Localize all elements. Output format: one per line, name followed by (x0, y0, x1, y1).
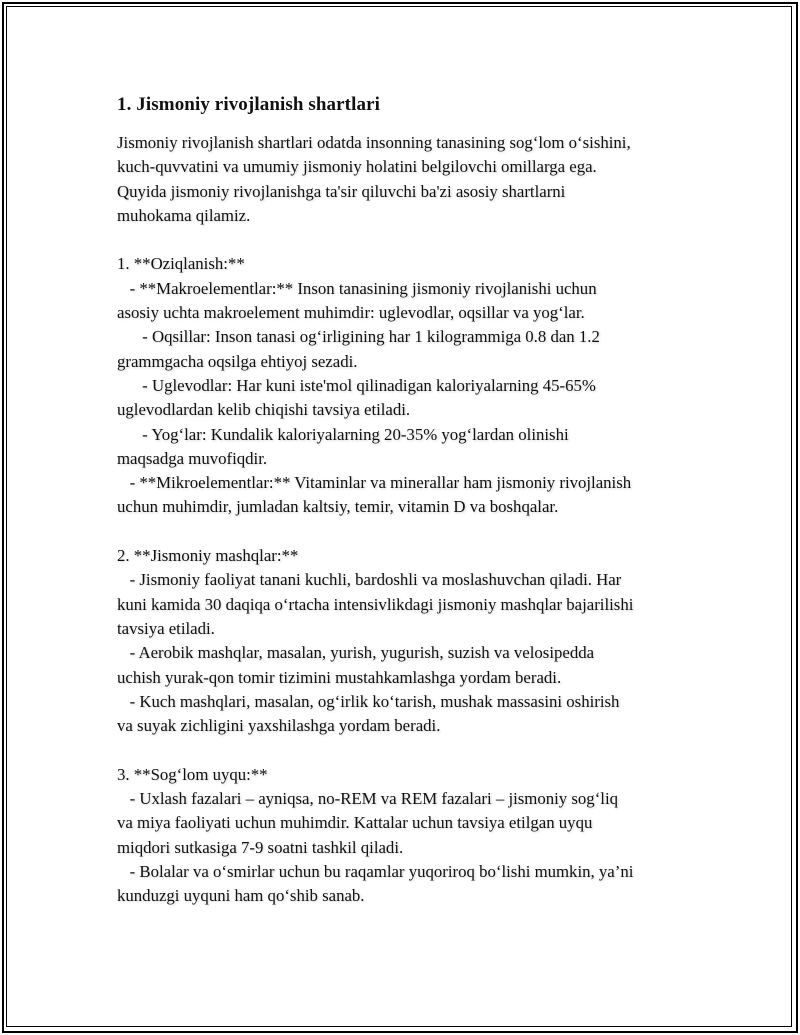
text-line: uglevodlardan kelib chiqishi tavsiya etiladi. (117, 400, 411, 420)
text-line: uchun muhimdir, jumladan kaltsiy, temir, vitamin D va boshqalar. (117, 497, 559, 517)
text-line: - **Makroelementlar:** Inson tanasining jismoniy rivojlanishi uchun (117, 278, 597, 298)
text-line: kuch-quvvatini va umumiy jismoniy holatini belgilovchi omillarga ega. (117, 157, 597, 177)
document-title: 1. Jismoniy rivojlanish shartlari (117, 94, 380, 115)
text-line: - Uxlash fazalari – ayniqsa, no-REM va REM fazalari – jismoniy sog‘liq (117, 789, 618, 809)
document-body (117, 131, 717, 909)
text-line: va suyak zichligini yaxshilashga yordam beradi. (117, 716, 441, 736)
document-page (117, 92, 717, 909)
text-line: miqdori sutkasiga 7-9 soatni tashkil qiladi. (117, 837, 404, 857)
text-line: - Aerobik mashqlar, masalan, yurish, yugurish, suzish va velosipedda (117, 643, 595, 663)
text-line: - Yog‘lar: Kundalik kaloriyalarning 20-35% yog‘lardan olinishi (117, 424, 569, 444)
text-line: muhokama qilamiz. (117, 205, 251, 225)
text-line: - Oqsillar: Inson tanasi og‘irligining har 1 kilogrammiga 0.8 dan 1.2 (117, 327, 600, 347)
text-line (117, 520, 717, 544)
text-line: uchish yurak-qon tomir tizimini mustahkamlashga yordam beradi. (117, 667, 562, 687)
text-line: 1. **Oziqlanish:** (117, 254, 245, 274)
text-line: - Jismoniy faoliyat tanani kuchli, bardoshli va moslashuvchan qiladi. Har (117, 570, 622, 590)
text-line: tavsiya etiladi. (117, 618, 215, 638)
text-line: maqsadga muvofiqdir. (117, 448, 268, 468)
text-line (117, 228, 717, 252)
text-line: 3. **Sog‘lom uyqu:** (117, 764, 268, 784)
text-line: va miya faoliyati uchun muhimdir. Kattalar uchun tavsiya etilgan uyqu (117, 813, 593, 833)
text-line: kuni kamida 30 daqiqa o‘rtacha intensivlikdagi jismoniy mashqlar bajarilishi (117, 594, 634, 614)
text-line: 2. **Jismoniy mashqlar:** (117, 546, 299, 566)
text-line: grammgacha oqsilga ehtiyoj sezadi. (117, 351, 358, 371)
text-line: - Kuch mashqlari, masalan, og‘irlik ko‘tarish, mushak massasini oshirish (117, 691, 620, 711)
text-line: Quyida jismoniy rivojlanishga ta'sir qiluvchi ba'zi asosiy shartlarni (117, 181, 566, 201)
text-line (117, 738, 717, 762)
text-line: Jismoniy rivojlanish shartlari odatda insonning tanasining sog‘lom o‘sishini, (117, 133, 631, 152)
text-line: asosiy uchta makroelement muhimdir: uglevodlar, oqsillar va yog‘lar. (117, 303, 585, 323)
text-line: - Uglevodlar: Har kuni iste'mol qilinadigan kaloriyalarning 45-65% (117, 375, 596, 395)
text-line: - **Mikroelementlar:** Vitaminlar va minerallar ham jismoniy rivojlanish (117, 473, 632, 493)
text-line: - Bolalar va o‘smirlar uchun bu raqamlar yuqoriroq bo‘lishi mumkin, ya’ni (117, 861, 634, 881)
text-line: kunduzgi uyquni ham qo‘shib sanab. (117, 886, 365, 906)
